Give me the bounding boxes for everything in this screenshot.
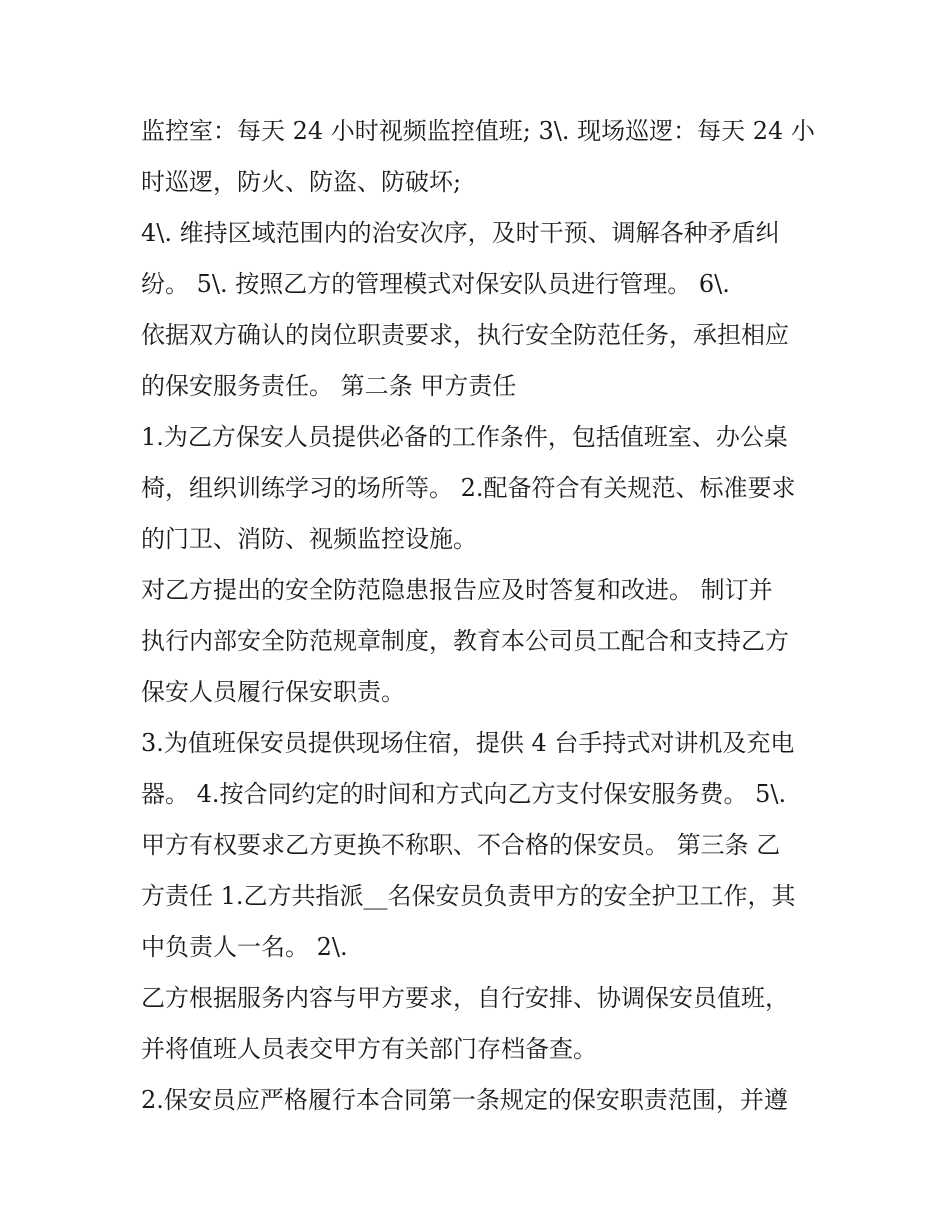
text-line: 器。 4.按合同约定的时间和方式向乙方支付保安服务费。 5\. xyxy=(141,780,787,808)
text-line: 对乙方提出的安全防范隐患报告应及时答复和改进。 制订并 xyxy=(141,576,773,604)
text-line: 并将值班人员表交甲方有关部门存档备查。 xyxy=(141,1035,597,1063)
text-line: 的门卫、消防、视频监控设施。 xyxy=(141,525,477,553)
text-line: 甲方有权要求乙方更换不称职、不合格的保安员。 第三条 乙 xyxy=(141,831,781,859)
text-line: 保安人员履行保安职责。 xyxy=(141,678,405,706)
text-line: 监控室：每天 24 小时视频监控值班; 3\. 现场巡逻：每天 24 小 xyxy=(141,117,815,145)
text-line: 椅，组织训练学习的场所等。 2.配备符合有关规范、标准要求 xyxy=(141,474,796,502)
text-line: 纷。 5\. 按照乙方的管理模式对保安队员进行管理。 6\. xyxy=(141,270,730,298)
text-line: 依据双方确认的岗位职责要求，执行安全防范任务，承担相应 xyxy=(141,321,789,349)
text-line: 时巡逻，防火、防盗、防破坏; xyxy=(141,168,462,196)
text-line: 乙方根据服务内容与甲方要求，自行安排、协调保安员值班， xyxy=(141,984,789,1012)
text-line: 方责任 1.乙方共指派__名保安员负责甲方的安全护卫工作，其 xyxy=(141,882,796,910)
text-line: 的保安服务责任。 第二条 甲方责任 xyxy=(141,372,517,400)
body-text xyxy=(141,106,821,1126)
text-line: 2.保安员应严格履行本合同第一条规定的保安职责范围，并遵 xyxy=(141,1086,788,1114)
text-line: 1.为乙方保安人员提供必备的工作条件，包括值班室、办公桌 xyxy=(141,423,788,451)
text-line: 中负责人一名。 2\. xyxy=(141,933,348,961)
text-line: 4\. 维持区域范围内的治安次序，及时干预、调解各种矛盾纠 xyxy=(141,219,780,247)
text-line: 执行内部安全防范规章制度，教育本公司员工配合和支持乙方 xyxy=(141,627,789,655)
text-line: 3.为值班保安员提供现场住宿，提供 4 台手持式对讲机及充电 xyxy=(141,729,795,757)
